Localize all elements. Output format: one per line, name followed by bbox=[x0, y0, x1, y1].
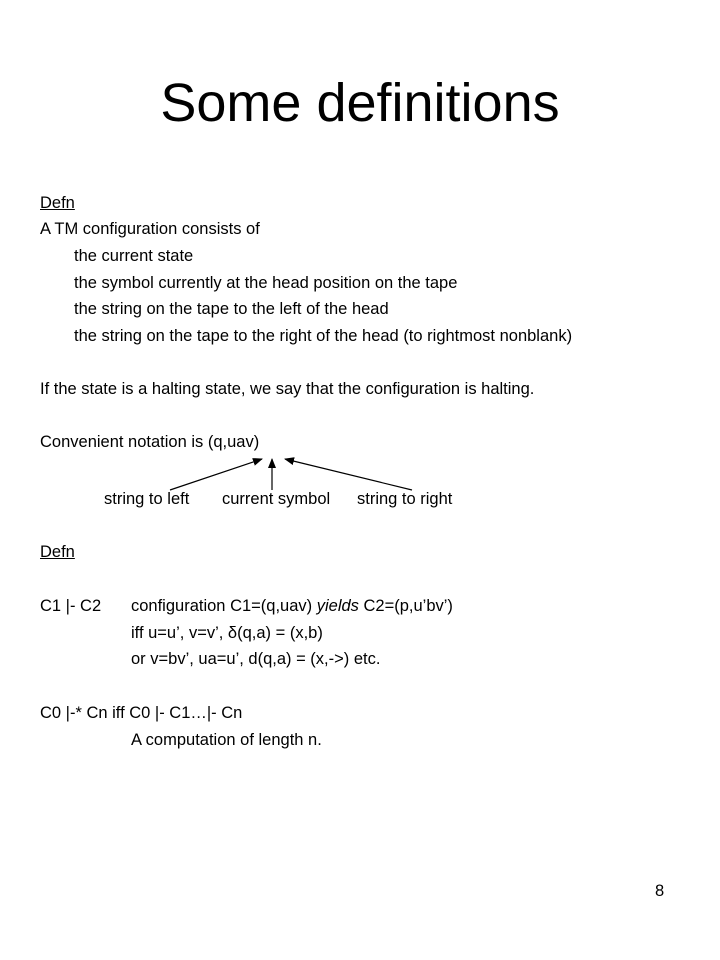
arrow-to-v bbox=[285, 459, 412, 490]
label-string-to-left: string to left bbox=[104, 490, 190, 508]
defn-item-symbol: the symbol currently at the head position on the tape bbox=[74, 274, 458, 292]
yields-definition: configuration C1=(q,uav) yields C2=(p,u’bv’) bbox=[131, 597, 453, 615]
defn-heading-2: Defn bbox=[40, 543, 75, 561]
page-title: Some definitions bbox=[160, 73, 560, 133]
computation-length: A computation of length n. bbox=[131, 731, 322, 749]
defn-heading-1: Defn bbox=[40, 194, 75, 212]
label-string-to-right: string to right bbox=[357, 490, 453, 508]
page-number: 8 bbox=[655, 882, 665, 900]
delta-symbol: δ bbox=[227, 624, 238, 642]
halting-statement: If the state is a halting state, we say that the configuration is halting. bbox=[40, 380, 535, 398]
defn-intro: A TM configuration consists of bbox=[40, 220, 260, 238]
notation-statement: Convenient notation is (q,uav) bbox=[40, 433, 260, 451]
iff-condition: iff u=u’, v=v’, δ(q,a) = (x,b) bbox=[131, 624, 323, 642]
defn-item-left-string: the string on the tape to the left of the head bbox=[74, 300, 389, 318]
arrow-to-u bbox=[170, 459, 262, 490]
star-yields: C0 |-* Cn iff C0 |- C1…|- Cn bbox=[40, 704, 243, 722]
defn-item-state: the current state bbox=[74, 247, 194, 265]
yields-lhs: C1 |- C2 bbox=[40, 597, 102, 615]
defn-item-right-string: the string on the tape to the right of the head (to rightmost nonblank) bbox=[74, 327, 573, 345]
or-condition: or v=bv’, ua=u’, d(q,a) = (x,->) etc. bbox=[131, 650, 381, 668]
label-current-symbol: current symbol bbox=[222, 490, 331, 508]
